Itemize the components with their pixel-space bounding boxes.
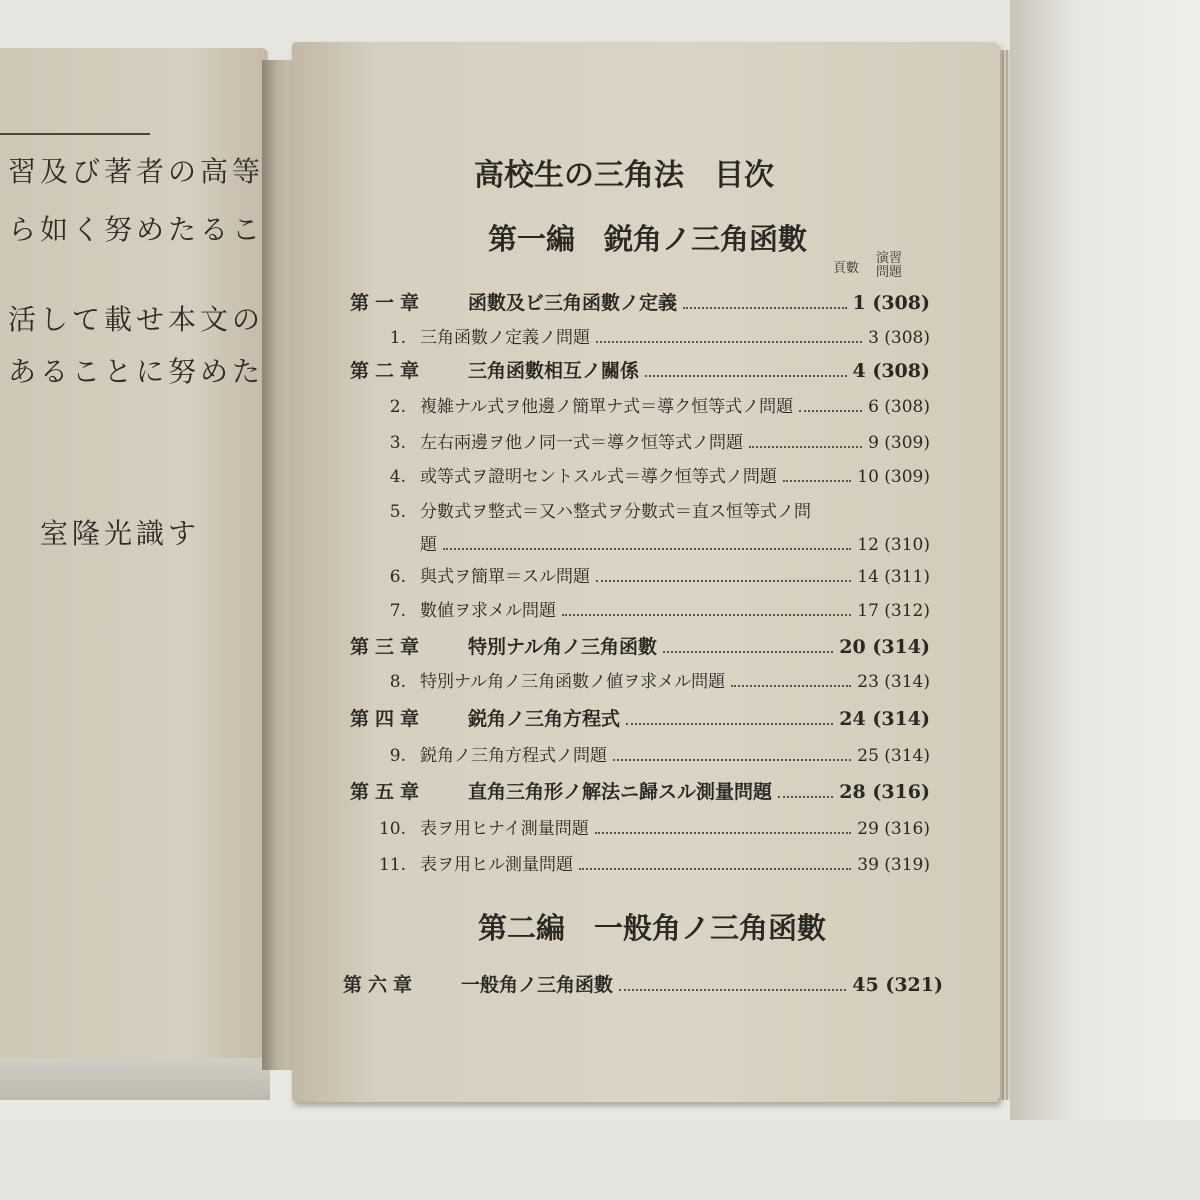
- chapter-title: 三角函數相互ノ關係: [468, 360, 640, 382]
- leader-dots: [749, 446, 862, 448]
- chapter-label: 第六章: [343, 974, 419, 996]
- leader-dots: [595, 832, 851, 834]
- section-number: 8.: [389, 672, 406, 692]
- leader-dots: [443, 548, 851, 550]
- page-number: 39 (319): [857, 855, 930, 875]
- leader-dots: [778, 796, 833, 798]
- chapter-title: 函數及ビ三角函數ノ定義: [468, 292, 678, 314]
- part-heading: 第一編 鋭角ノ三角函數: [488, 222, 808, 256]
- page-number: 4 (308): [852, 360, 930, 382]
- page-number: 9 (309): [868, 433, 930, 453]
- chapter-title: 直角三角形ノ解法ニ歸スル測量問題: [468, 781, 773, 803]
- leader-dots: [579, 868, 851, 870]
- toc-section-row: [376, 814, 930, 839]
- section-title: 分數式ヲ整式＝又ハ整式ヲ分數式＝直ス恒等式ノ問: [420, 502, 811, 522]
- page-number: 17 (312): [857, 601, 930, 621]
- toc-chapter-row: [350, 356, 930, 383]
- section-title: 表ヲ用ヒナイ測量問題: [420, 819, 589, 839]
- left-text-signature: 室隆光識す: [40, 517, 201, 550]
- chapter-title: 特別ナル角ノ三角函數: [468, 636, 658, 658]
- page-number: 25 (314): [857, 746, 930, 766]
- toc-chapter-row: [343, 970, 943, 997]
- chapter-label: 第一章: [350, 292, 426, 314]
- left-page-rule: [0, 133, 150, 135]
- section-title: 鋭角ノ三角方程式ノ問題: [420, 746, 607, 766]
- leader-dots: [596, 341, 862, 343]
- section-number: 9.: [389, 746, 406, 766]
- section-title: 三角函數ノ定義ノ問題: [420, 328, 590, 348]
- toc-section-row: [376, 667, 930, 692]
- section-number: 2.: [389, 397, 406, 417]
- toc-section-row: [376, 741, 930, 766]
- leader-dots: [799, 410, 862, 412]
- section-title: 或等式ヲ證明セントスル式＝導ク恒等式ノ問題: [420, 467, 777, 487]
- toc-section-row-continued: [420, 530, 930, 555]
- page-number: 12 (310): [857, 535, 930, 555]
- page-number: 6 (308): [868, 397, 930, 417]
- column-header-page: 頁數: [833, 261, 860, 276]
- toc-chapter-row: [350, 704, 930, 731]
- leader-dots: [683, 307, 847, 309]
- page-number: 29 (316): [857, 819, 930, 839]
- page-number: 20 (314): [839, 636, 930, 658]
- toc-title: 高校生の三角法 目次: [474, 158, 774, 193]
- section-title: 表ヲ用ヒル測量問題: [420, 855, 573, 875]
- leader-dots: [626, 723, 833, 725]
- section-title-continued: 題: [420, 535, 437, 555]
- section-number: 4.: [389, 467, 406, 487]
- leader-dots: [645, 375, 847, 377]
- section-title: 複雑ナル式ヲ他邊ノ簡單ナ式＝導ク恒等式ノ問題: [420, 397, 794, 417]
- left-text-line: あることに努めた: [8, 355, 265, 388]
- left-page: [0, 48, 268, 1058]
- toc-section-row: [376, 392, 930, 417]
- toc-chapter-row: [350, 777, 930, 804]
- leader-dots: [613, 759, 851, 761]
- leader-dots: [619, 989, 846, 991]
- toc-section-row: [376, 497, 930, 522]
- column-header-exercise-2: 問題: [876, 265, 903, 280]
- page-number: 23 (314): [857, 672, 930, 692]
- chapter-label: 第三章: [350, 636, 426, 658]
- left-text-line: ら如く努めたるこ: [8, 213, 265, 246]
- leader-dots: [783, 480, 851, 482]
- page-number: 3 (308): [868, 328, 930, 348]
- toc-section-row: [376, 462, 930, 487]
- leader-dots: [562, 614, 851, 616]
- table-surface: [1010, 0, 1200, 1200]
- left-text-line: 習及び著者の高等: [8, 155, 265, 188]
- chapter-label: 第二章: [350, 360, 426, 382]
- chapter-label: 第四章: [350, 708, 426, 730]
- left-text-line: 活して載せ本文の: [8, 303, 265, 336]
- table-surface-bottom: [0, 1120, 1200, 1200]
- page-number: 14 (311): [857, 567, 930, 587]
- leader-dots: [596, 580, 851, 582]
- page-number: 1 (308): [852, 292, 930, 314]
- section-title: 左右兩邊ヲ他ノ同一式＝導ク恒等式ノ問題: [420, 433, 743, 453]
- toc-section-row: [376, 596, 930, 621]
- section-title: 特別ナル角ノ三角函數ノ値ヲ求メル問題: [420, 672, 726, 692]
- section-number: 10.: [378, 819, 406, 839]
- toc-section-row: [376, 428, 930, 453]
- section-title: 數値ヲ求メル問題: [420, 601, 556, 621]
- toc-section-row: [376, 323, 930, 348]
- toc-section-row: [376, 850, 930, 875]
- part-heading: 第二編 一般角ノ三角函數: [478, 911, 827, 945]
- section-title: 與式ヲ簡單＝スル問題: [420, 567, 590, 587]
- page-number: 24 (314): [839, 708, 930, 730]
- section-number: 7.: [389, 601, 406, 621]
- toc-chapter-row: [350, 288, 930, 315]
- section-number: 5.: [389, 502, 406, 522]
- toc-chapter-row: [350, 632, 930, 659]
- column-header-exercise: 演習: [876, 251, 903, 266]
- chapter-label: 第五章: [350, 781, 426, 803]
- section-number: 11.: [378, 855, 406, 875]
- section-number: 3.: [389, 433, 406, 453]
- leader-dots: [663, 651, 833, 653]
- chapter-title: 鋭角ノ三角方程式: [468, 708, 621, 730]
- toc-section-row: [376, 562, 930, 587]
- leader-dots: [731, 685, 851, 687]
- page-number: 28 (316): [839, 781, 930, 803]
- page-number: 10 (309): [857, 467, 930, 487]
- chapter-title: 一般角ノ三角函數: [461, 974, 614, 996]
- section-number: 6.: [389, 567, 406, 587]
- section-number: 1.: [389, 328, 406, 348]
- page-number: 45 (321): [852, 974, 943, 996]
